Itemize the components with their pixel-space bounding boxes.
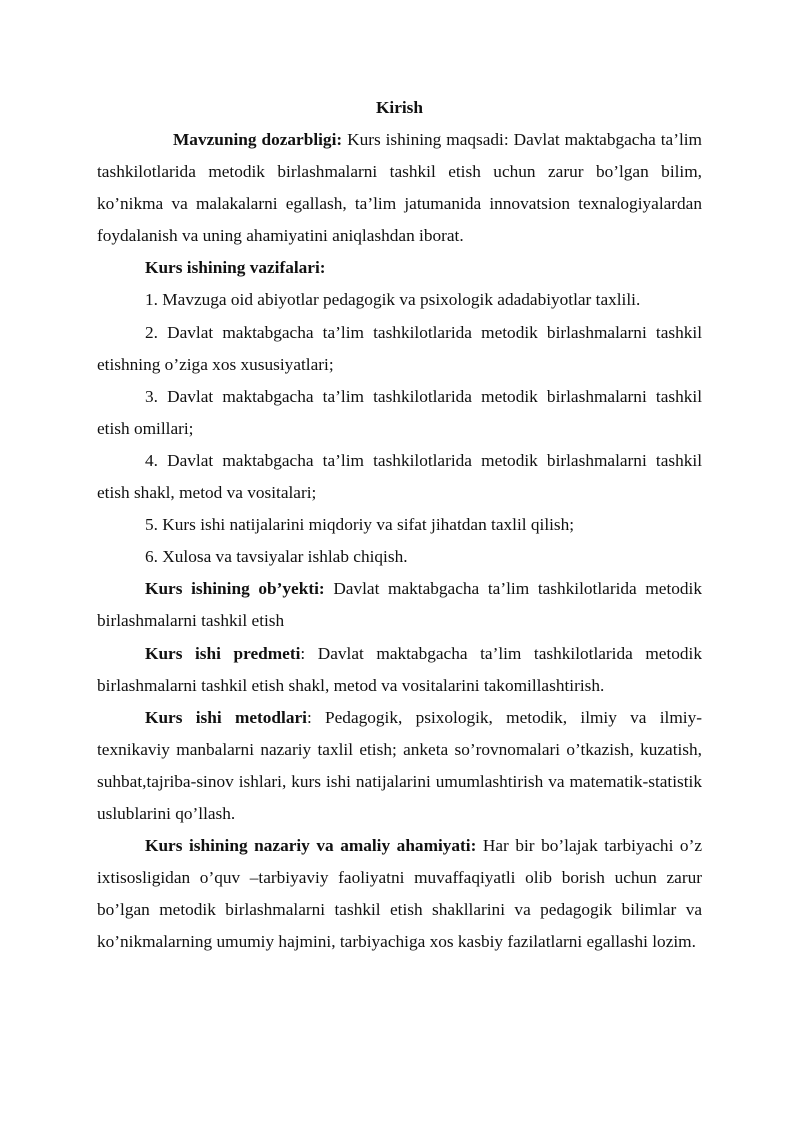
label-metodlar: Kurs ishi metodlari (145, 707, 307, 727)
text-obyekt: Davlat maktabgacha ta’lim tashkilotlarida metodik birlashmalarni tashkil etish (97, 579, 702, 631)
text-predmet: : Davlat maktabgacha ta’lim tashkilotlarida metodik birlashmalarni tashkil etish shakl, metod va vositalarini takomillashtirish. (97, 643, 702, 695)
text-dozarblik: Kurs ishining maqsadi: Davlat maktabgacha ta’lim tashkilotlarida metodik birlashmalarni tashkil etish uchun zarur bo’lgan bilim, ko’nikma va malakalarni egallash, ta’lim jatumanida innovatsion texnalogiyalardan foydalanish va uning ahamiyatini aniqlashdan iborat. (97, 130, 702, 246)
heading-vazifalar (97, 252, 702, 284)
text-metodlar: : Pedagogik, psixologik, metodik, ilmiy va ilmiy-texnikaviy manbalarni nazariy taxlil etish; anketa so’rovnomalari o’tkazish, kuzatish, suhbat,tajriba-sinov ishlari, kurs ishi natijalarini umumlashtirish va matematik-statistik uslublarini qo’llash. (97, 707, 702, 823)
paragraph-metodlar (97, 702, 702, 830)
list-item: 2. Davlat maktabgacha ta’lim tashkilotlarida metodik birlashmalarni tashkil etishning o’ziga xos xususiyatlari; (97, 322, 702, 374)
text-ahamiyat: Har bir bo’lajak tarbiyachi o’z ixtisosligidan o’quv –tarbiyaviy faoliyatni muvaffaqiyatli olib borish uchun zarur bo’lgan metodik birlashmalarni tashkil etish shakllarini va pedagogik bilimlar va ko’nikmalarning umumiy hajmini, tarbiyachiga xos kasbiy fazilatlarni egallashi lozim. (97, 836, 702, 952)
paragraph-ahamiyat (97, 830, 702, 958)
list-item: 6. Xulosa va tavsiyalar ishlab chiqish. (145, 547, 408, 567)
list-item: 4. Davlat maktabgacha ta’lim tashkilotlarida metodik birlashmalarni tashkil etish shakl, metod va vositalari; (97, 450, 702, 503)
label-vazifalar: Kurs ishining vazifalari: (145, 258, 326, 278)
list-item: 1. Mavzuga oid abiyotlar pedagogik va psixologik adadabiyotlar taxlili. (145, 290, 641, 310)
paragraph-obyekt (97, 573, 702, 637)
paragraph-predmet (97, 638, 702, 702)
label-dozarblik: Mavzuning dozarbligi: (173, 130, 343, 149)
page-title: Kirish (375, 98, 424, 117)
label-predmet: Kurs ishi predmeti (145, 643, 301, 663)
list-item: 5. Kurs ishi natijalarini miqdoriy va sifat jihatdan taxlil qilish; (145, 515, 575, 535)
label-ahamiyat: Kurs ishining nazariy va amaliy ahamiyati: (145, 836, 477, 856)
paragraph-dozarblik (97, 124, 702, 252)
label-obyekt: Kurs ishining ob’yekti: (145, 579, 325, 599)
list-item: 3. Davlat maktabgacha ta’lim tashkilotlarida metodik birlashmalarni tashkil etish omillari; (97, 386, 702, 438)
